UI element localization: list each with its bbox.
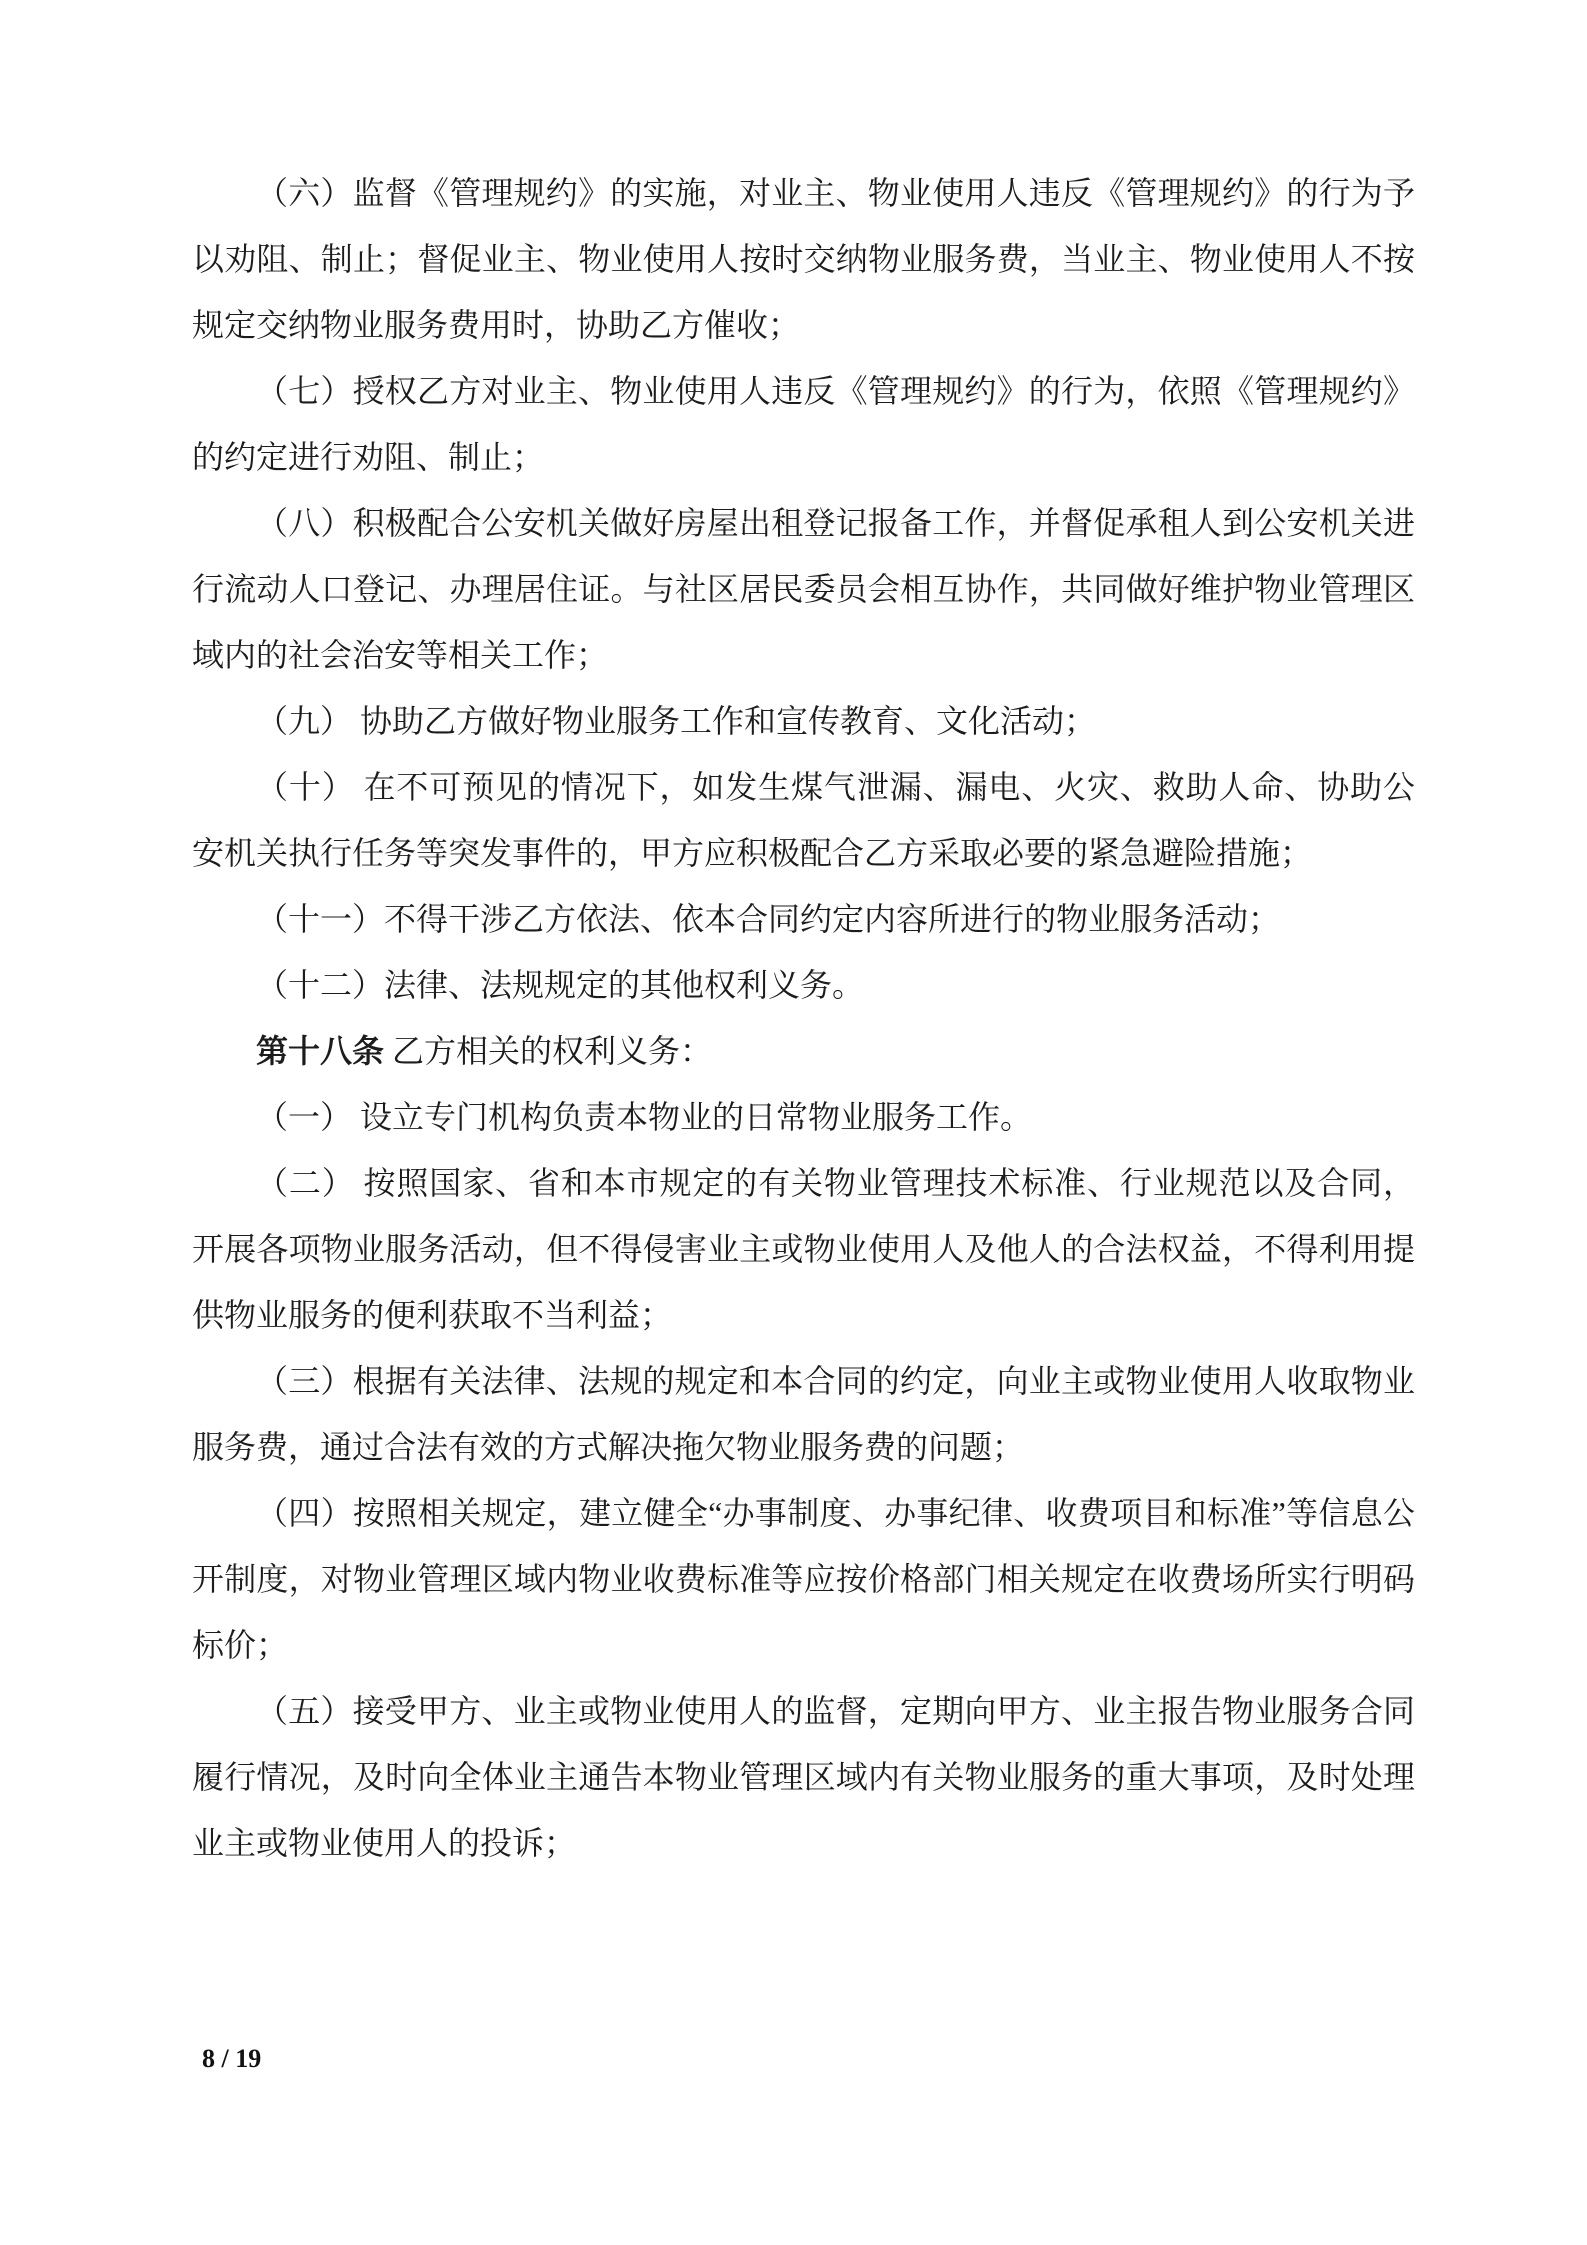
clause-item-1: （一） 设立专门机构负责本物业的日常物业服务工作。 <box>256 1099 1033 1135</box>
page-number: 8 / 19 <box>202 2044 262 2073</box>
clause-item-5: （五）接受甲方、业主或物业使用人的监督，定期向甲方、业主报告物业服务合同履行情况，及时向全体业主通告本物业管理区域内有关物业服务的重大事项，及时处理业主或物业使用人的投诉； <box>192 1693 1415 1861</box>
article-18-heading <box>192 1018 1415 1084</box>
clause-item-10: （十） 在不可预见的情况下，如发生煤气泄漏、漏电、火灾、救助人命、协助公安机关执行任务等突发事件的，甲方应积极配合乙方采取必要的紧急避险措施； <box>192 769 1415 871</box>
clause-item-3: （三）根据有关法律、法规的规定和本合同的约定，向业主或物业使用人收取物业服务费，通过合法有效的方式解决拖欠物业服务费的问题； <box>192 1363 1415 1465</box>
clause-item-8: （八）积极配合公安机关做好房屋出租登记报备工作，并督促承租人到公安机关进行流动人口登记、办理居住证。与社区居民委员会相互协作，共同做好维护物业管理区域内的社会治安等相关工作； <box>192 505 1415 673</box>
contract-body <box>192 160 1415 1876</box>
clause-item-6: （六）监督《管理规约》的实施，对业主、物业使用人违反《管理规约》的行为予以劝阻、制止；督促业主、物业使用人按时交纳物业服务费，当业主、物业使用人不按规定交纳物业服务费用时，协助乙方催收； <box>192 175 1415 343</box>
clause-item-12: （十二）法律、法规规定的其他权利义务。 <box>256 967 865 1003</box>
clause-item-11: （十一）不得干涉乙方依法、依本合同约定内容所进行的物业服务活动； <box>256 901 1281 937</box>
clause-item-4: （四）按照相关规定，建立健全“办事制度、办事纪律、收费项目和标准”等信息公开制度，对物业管理区域内物业收费标准等应按价格部门相关规定在收费场所实行明码标价； <box>192 1495 1415 1663</box>
clause-item-7: （七）授权乙方对业主、物业使用人违反《管理规约》的行为，依照《管理规约》的约定进行劝阻、制止； <box>192 373 1415 475</box>
article-18-number: 第十八条 <box>256 1033 385 1069</box>
clause-item-9: （九） 协助乙方做好物业服务工作和宣传教育、文化活动； <box>256 703 1097 739</box>
clause-item-2: （二） 按照国家、省和本市规定的有关物业管理技术标准、行业规范以及合同，开展各项物业服务活动，但不得侵害业主或物业使用人及他人的合法权益，不得利用提供物业服务的便利获取不当利益； <box>192 1165 1415 1333</box>
article-18-title: 乙方相关的权利义务： <box>384 1033 713 1069</box>
